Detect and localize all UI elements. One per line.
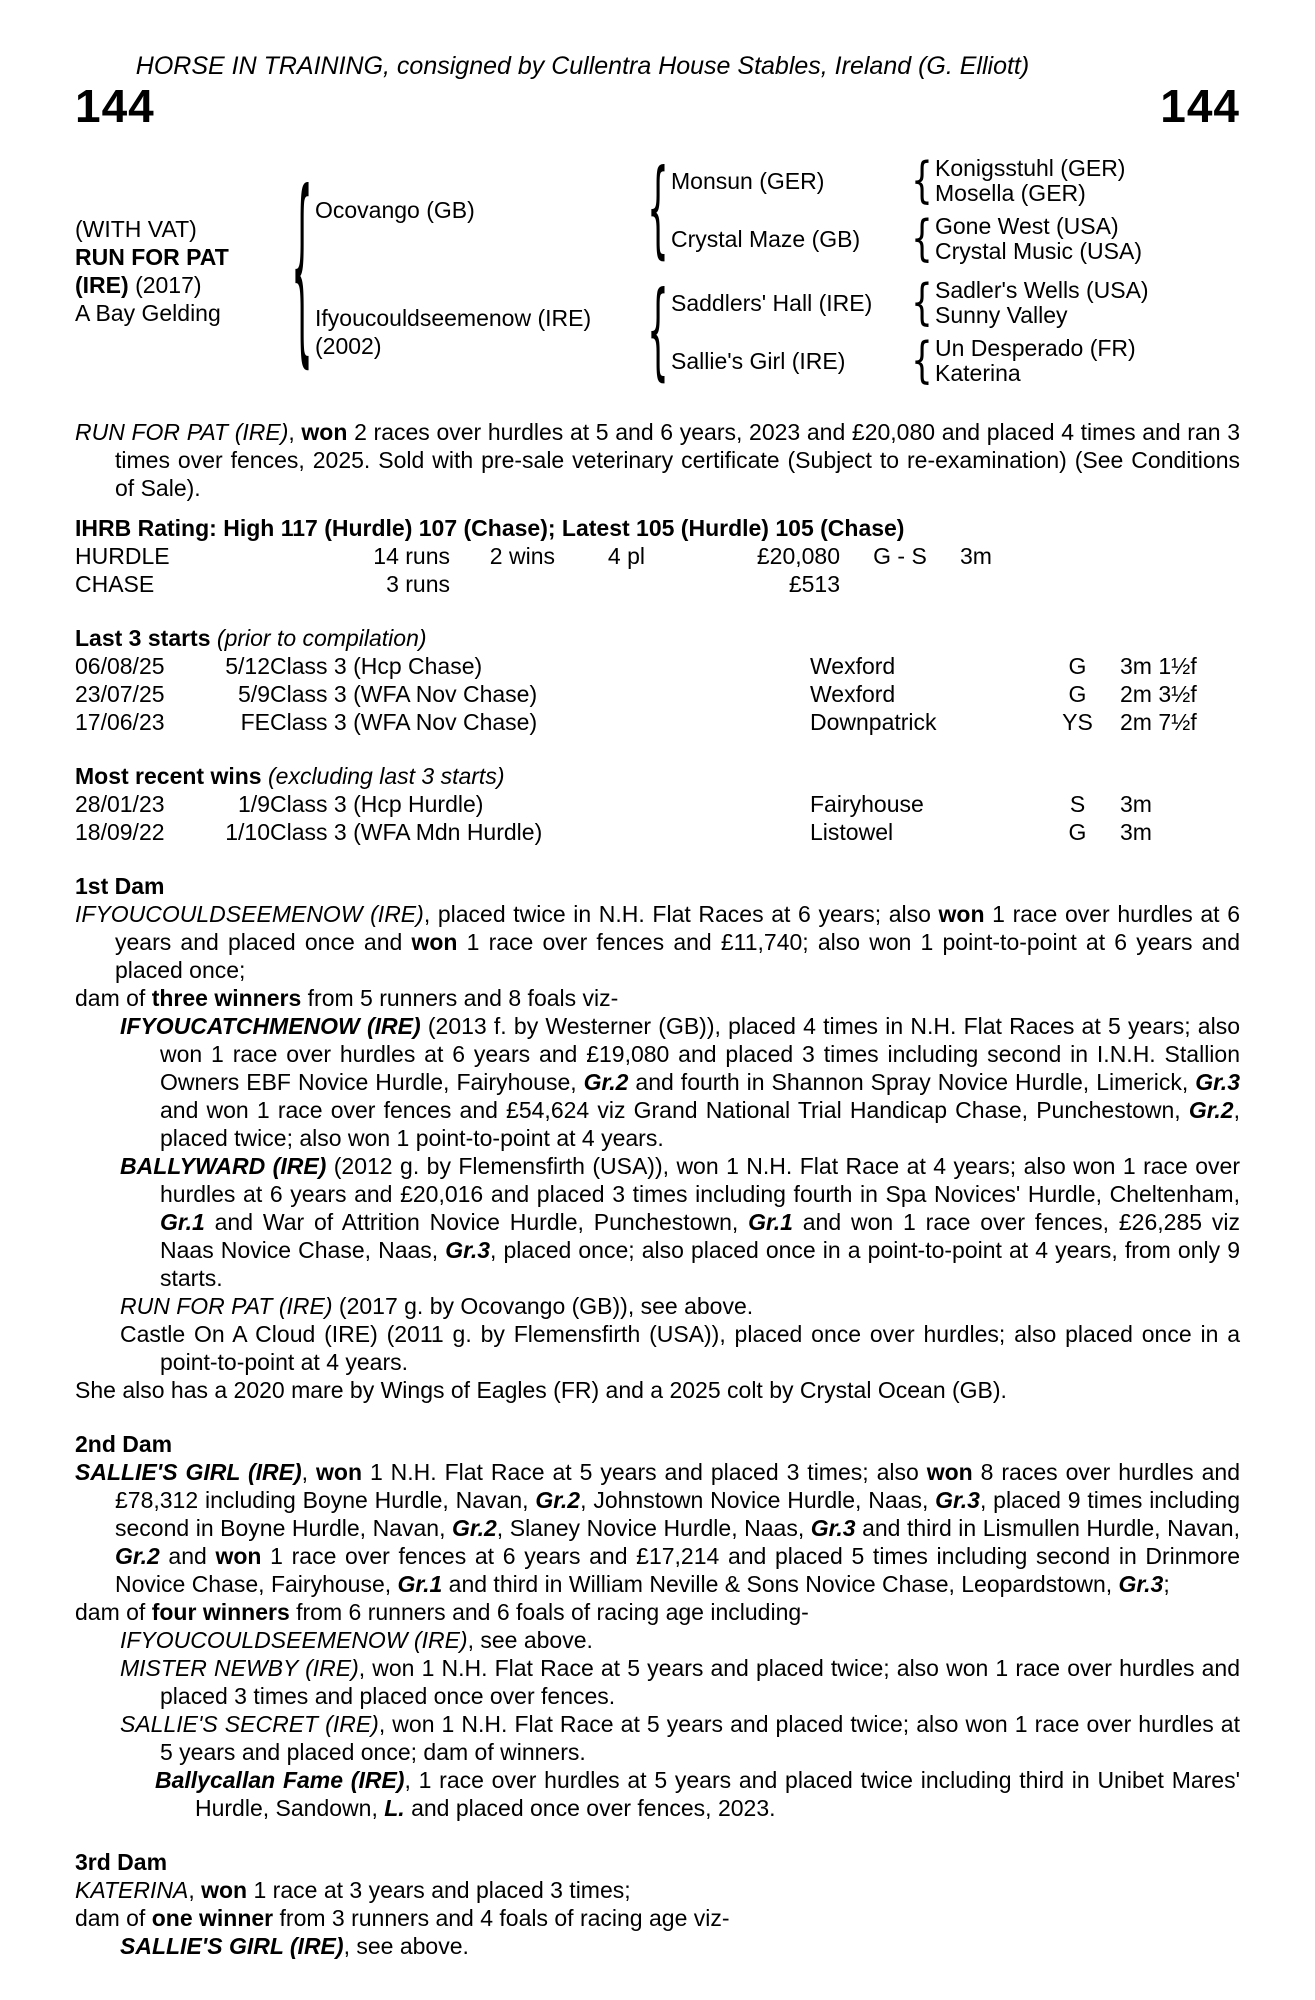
dam-name-block <box>315 304 645 360</box>
record-type: CHASE <box>75 571 155 597</box>
race-summary: RUN FOR PAT (IRE), won 2 races over hurdles at 5 and 6 years, 2023 and £20,080 and placed 4 times and ran 3 times over fences, 2025. Sold with pre-sale veterinary certificate (Subject to re-examination) (See Conditions of Sale). <box>75 419 1240 501</box>
race-position: 5/9 <box>238 681 270 707</box>
race-course: Downpatrick <box>810 709 937 735</box>
last-3-starts-section <box>75 624 1240 736</box>
record-places <box>555 570 645 598</box>
record-distance: 3m <box>960 543 992 569</box>
pedigree-brace-gen1: { <box>291 151 313 391</box>
produce-entry: IFYOUCATCHMENOW (IRE) (2013 f. by Westerner (GB)), placed 4 times in N.H. Flat Races at 5 years; also won 1 race over hurdles at 6 years and £19,080 and placed 3 times including second in I.N.H. Stallion Owners EBF Novice Hurdle, Fairyhouse, Gr.2 and fourth in Shannon Spray Novice Hurdle, Limerick, Gr.3 and won 1 race over fences and £54,624 viz Grand National Trial Handicap Chase, Punchestown, Gr.2, placed twice; also won 1 point-to-point at 4 years. <box>120 1013 1240 1151</box>
most-recent-wins-table <box>75 790 1240 846</box>
grandsire-name: Monsun (GER) <box>671 168 825 194</box>
race-going: YS <box>1062 709 1093 735</box>
damsire-branch <box>671 274 1149 332</box>
pedigree-brace: { <box>911 274 933 332</box>
dam-branch <box>315 270 1149 394</box>
most-recent-wins-heading <box>75 762 1240 790</box>
pedigree-brace: { <box>911 152 933 210</box>
ancestor-name: Konigsstuhl (GER) <box>935 155 1126 181</box>
ancestor-name: Mosella (GER) <box>935 180 1086 206</box>
first-dam-heading: 1st Dam <box>75 873 165 899</box>
sire-parents <box>671 152 1143 268</box>
section-note: (prior to compilation) <box>216 625 427 651</box>
great-grandparents <box>935 278 1149 328</box>
record-distance <box>960 570 1240 598</box>
record-type: HURDLE <box>75 543 170 569</box>
record-wins: 2 wins <box>489 543 555 569</box>
ancestor-name: Crystal Music (USA) <box>935 238 1143 264</box>
dam-race-summary: SALLIE'S GIRL (IRE), won 1 N.H. Flat Race at 5 years and placed 3 times; also won 8 races over hurdles and £78,312 including Boyne Hurdle, Navan, Gr.2, Johnstown Novice Hurdle, Naas, Gr.3, placed 9 times including second in Boyne Hurdle, Navan, Gr.2, Slaney Novice Hurdle, Naas, Gr.3 and third in Lismullen Hurdle, Navan, Gr.2 and won 1 race over fences at 6 years and £17,214 and placed 5 times including second in Drinmore Novice Chase, Fairyhouse, Gr.1 and third in William Neville & Sons Novice Chase, Leopardstown, Gr.3; <box>75 1459 1240 1597</box>
record-places: 4 pl <box>607 543 645 569</box>
granddam-name: Crystal Maze (GB) <box>671 226 861 252</box>
pedigree-brace: { <box>911 332 933 390</box>
last-3-starts-table <box>75 652 1240 736</box>
ancestor-name: Katerina <box>935 360 1021 386</box>
ancestor-name: Gone West (USA) <box>935 213 1119 239</box>
produce-entry: MISTER NEWBY (IRE), won 1 N.H. Flat Race at 5 years and placed twice; also won 1 race over hurdles and placed 3 times and placed once over fences. <box>120 1655 1240 1709</box>
record-runs: 3 runs <box>386 571 450 597</box>
second-dam-name: Sallie's Girl (IRE) <box>671 348 846 374</box>
section-title: Most recent wins <box>75 763 262 789</box>
section-note: (excluding last 3 starts) <box>268 763 505 789</box>
dam-produce-line: dam of three winners from 5 runners and 8 foals viz- <box>75 985 619 1011</box>
second-dam-branch <box>671 332 1149 390</box>
race-course: Fairyhouse <box>810 791 924 817</box>
race-date: 17/06/23 <box>75 709 165 735</box>
damsire-name: Saddlers' Hall (IRE) <box>671 290 873 316</box>
ancestor-name: Un Desperado (FR) <box>935 335 1136 361</box>
dam-parents <box>671 274 1149 390</box>
dam-produce-line: dam of four winners from 6 runners and 6 foals of racing age including- <box>75 1599 809 1625</box>
pedigree-gen1-column <box>315 148 1149 394</box>
race-class: Class 3 (WFA Nov Chase) <box>270 709 538 735</box>
dam-year: (2002) <box>315 333 382 359</box>
record-money: £513 <box>788 571 840 597</box>
dam-race-summary: KATERINA, won 1 race at 3 years and placed 3 times; <box>75 1877 631 1903</box>
race-class: Class 3 (Hcp Hurdle) <box>270 791 484 817</box>
race-distance: 2m 3½f <box>1120 681 1197 707</box>
race-date: 18/09/22 <box>75 819 165 845</box>
race-distance: 2m 7½f <box>1120 709 1197 735</box>
consignor-line: HORSE IN TRAINING, consigned by Cullentra House Stables, Ireland (G. Elliott) <box>135 52 1030 80</box>
race-position: 1/9 <box>238 791 270 817</box>
race-position: 1/10 <box>225 819 270 845</box>
horse-suffix-year <box>75 271 289 299</box>
dam-name: Ifyoucouldseemenow (IRE) <box>315 305 592 331</box>
produce-entry: Ballycallan Fame (IRE), 1 race over hurdles at 5 years and placed twice including third in Unibet Mares' Hurdle, Sandown, L. and placed once over fences, 2023. <box>155 1767 1240 1821</box>
second-dam-section <box>75 1430 1240 1822</box>
horse-description: A Bay Gelding <box>75 300 221 326</box>
record-going <box>840 570 960 598</box>
race-going: S <box>1069 791 1086 817</box>
rating-line: IHRB Rating: High 117 (Hurdle) 107 (Chase); Latest 105 (Hurdle) 105 (Chase) <box>75 515 905 541</box>
grandsire-branch <box>671 152 1142 210</box>
race-class: Class 3 (WFA Nov Chase) <box>270 681 538 707</box>
race-record-table <box>75 542 1240 598</box>
race-going: G <box>1068 653 1087 679</box>
race-position: 5/12 <box>225 653 270 679</box>
most-recent-wins-section <box>75 762 1240 846</box>
dam-additional-note: She also has a 2020 mare by Wings of Eagles (FR) and a 2025 colt by Crystal Ocean (GB). <box>75 1377 1007 1403</box>
vat-note: (WITH VAT) <box>75 216 197 242</box>
great-grandparents <box>935 156 1125 206</box>
third-dam-heading: 3rd Dam <box>75 1849 168 1875</box>
lot-number-row <box>75 82 1240 130</box>
race-going: G <box>1068 681 1087 707</box>
race-course: Wexford <box>810 681 896 707</box>
dam-race-summary: IFYOUCOULDSEEMENOW (IRE), placed twice in N.H. Flat Races at 6 years; also won 1 race over hurdles at 6 years and placed once and won 1 race over fences and £11,740; also won 1 point-to-point at 6 years and placed once; <box>75 901 1241 983</box>
lot-number-left: 144 <box>75 80 155 132</box>
race-date: 23/07/25 <box>75 681 165 707</box>
produce-entry: RUN FOR PAT (IRE) (2017 g. by Ocovango (GB)), see above. <box>120 1293 754 1319</box>
race-class: Class 3 (Hcp Chase) <box>270 653 483 679</box>
produce-entry: Castle On A Cloud (IRE) (2011 g. by Flemensfirth (USA)), placed once over hurdles; also placed once in a point-to-point at 4 years. <box>120 1321 1240 1375</box>
great-grandparents <box>935 336 1136 386</box>
ancestor-name: Sunny Valley <box>935 302 1068 328</box>
produce-entry: BALLYWARD (IRE) (2012 g. by Flemensfirth (USA)), won 1 N.H. Flat Race at 4 years; also won 1 race over hurdles at 6 years and £20,016 and placed 3 times including fourth in Spa Novices' Hurdle, Cheltenham, Gr.1 and War of Attrition Novice Hurdle, Punchestown, Gr.1 and won 1 race over fences, £26,285 viz Naas Novice Chase, Naas, Gr.3, placed once; also placed once in a point-to-point at 4 years, from only 9 starts. <box>120 1153 1240 1291</box>
race-distance: 3m <box>1120 791 1152 817</box>
produce-entry: IFYOUCOULDSEEMENOW (IRE), see above. <box>120 1627 593 1653</box>
lot-number-right: 144 <box>1160 80 1240 132</box>
granddam-branch <box>671 210 1143 268</box>
pedigree-brace-dam: { <box>647 270 669 394</box>
sire-name: Ocovango (GB) <box>315 197 475 223</box>
last-3-starts-heading <box>75 624 1240 652</box>
produce-entry: SALLIE'S GIRL (IRE), see above. <box>120 1933 469 1959</box>
race-course: Wexford <box>810 653 896 679</box>
race-date: 06/08/25 <box>75 653 165 679</box>
dam-produce-line: dam of one winner from 3 runners and 4 foals of racing age viz- <box>75 1905 730 1931</box>
horse-details <box>75 215 289 327</box>
third-dam-section <box>75 1848 1240 1960</box>
pedigree-brace-sire: { <box>647 148 669 272</box>
produce-entry: SALLIE'S SECRET (IRE), won 1 N.H. Flat Race at 5 years and placed twice; also won 1 race over hurdles at 5 years and placed once; dam of winners. <box>120 1711 1240 1765</box>
pedigree-table <box>75 148 1240 394</box>
race-course: Listowel <box>810 819 894 845</box>
pedigree-brace: { <box>911 210 933 268</box>
sire-branch <box>315 148 1149 272</box>
horse-name: RUN FOR PAT <box>75 244 229 270</box>
ancestor-name: Sadler's Wells (USA) <box>935 277 1149 303</box>
race-going: G <box>1068 819 1087 845</box>
record-going: G - S <box>873 543 927 569</box>
record-runs: 14 runs <box>373 543 450 569</box>
horse-suffix: (IRE) <box>75 272 129 298</box>
great-grandparents <box>935 214 1142 264</box>
race-distance: 3m <box>1120 819 1152 845</box>
horse-year: (2017) <box>135 272 202 298</box>
first-dam-section <box>75 872 1240 1404</box>
race-date: 28/01/23 <box>75 791 165 817</box>
record-wins <box>450 570 555 598</box>
section-title: Last 3 starts <box>75 625 211 651</box>
record-money: £20,080 <box>756 543 840 569</box>
second-dam-heading: 2nd Dam <box>75 1431 173 1457</box>
race-position: FE <box>240 709 270 735</box>
race-class: Class 3 (WFA Mdn Hurdle) <box>270 819 543 845</box>
race-distance: 3m 1½f <box>1120 653 1197 679</box>
